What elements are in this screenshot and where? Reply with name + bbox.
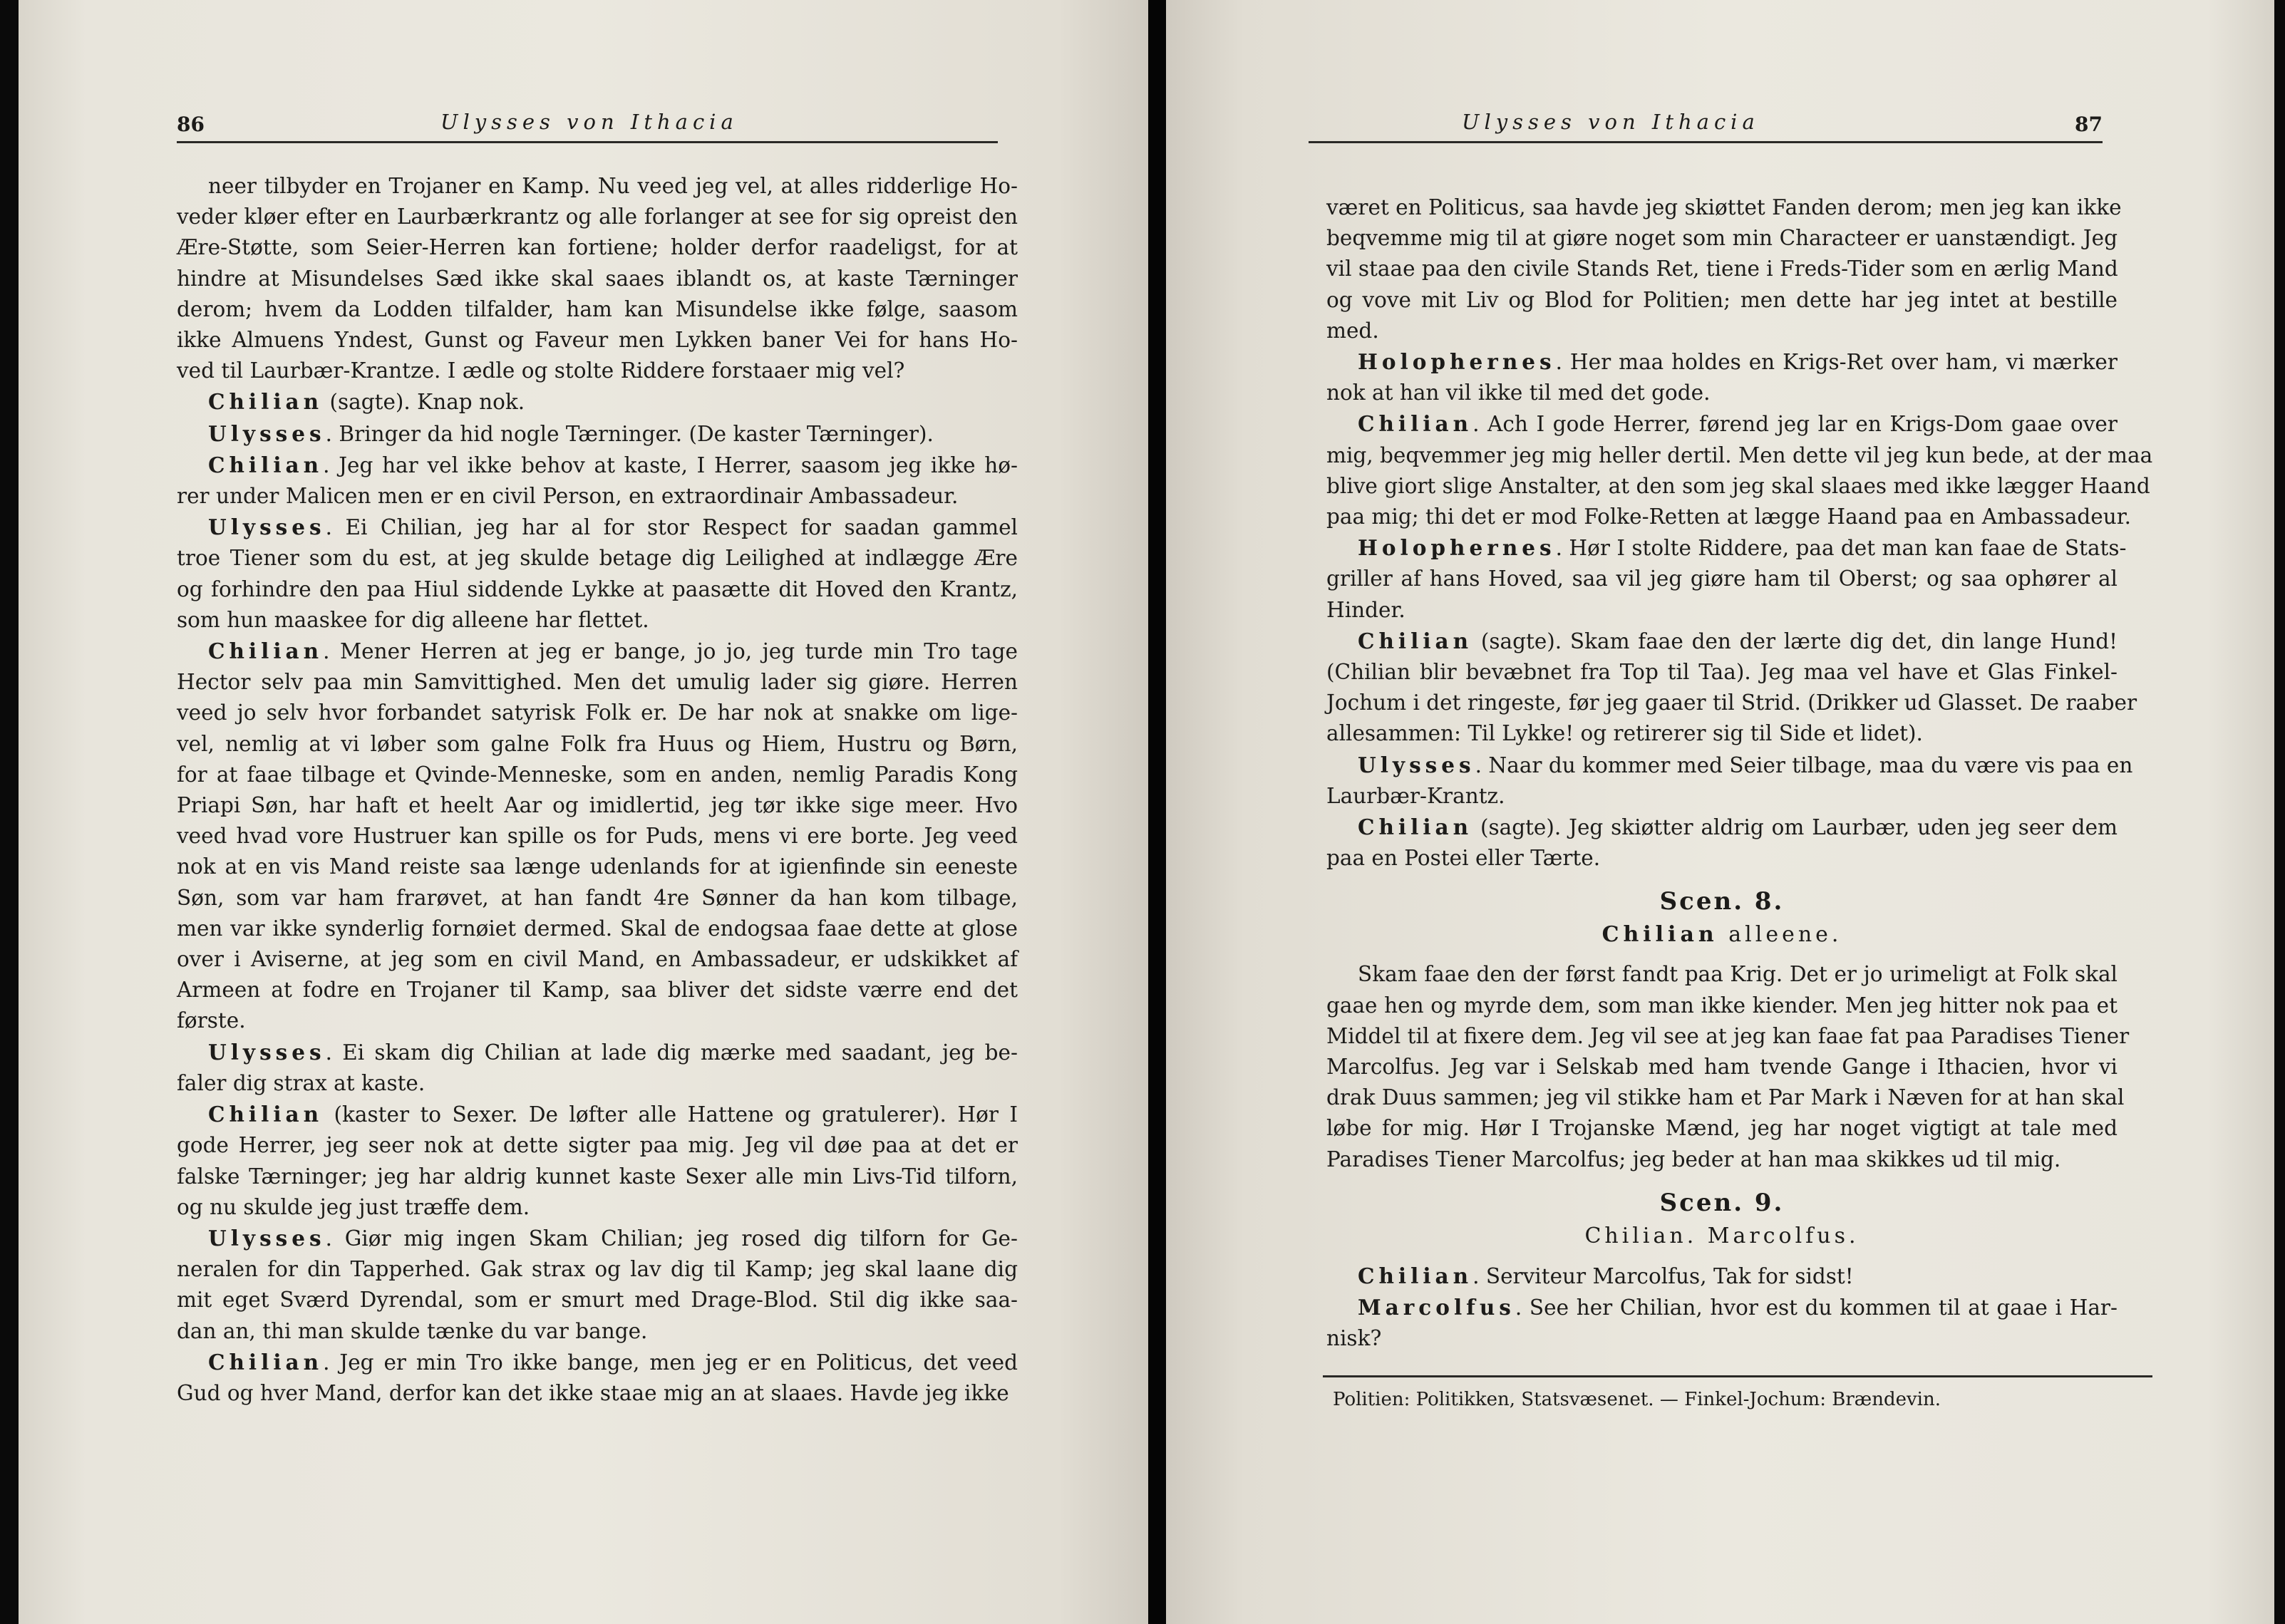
text-line (177, 760, 1018, 790)
line-text: (Chilian blir bevæbnet fra Top til Taa). Jeg maa vel have et Glas Finkel- (1326, 660, 2118, 685)
scene-8-subtitle-rest: alleene. (1718, 922, 1842, 948)
line-text: rer under Malicen men er en civil Person, en extraordinair Ambassadeur. (177, 484, 959, 509)
text-line (1326, 750, 2133, 781)
text-line (177, 171, 1018, 202)
speaker-name: Ulysses (208, 1039, 326, 1065)
line-text: og vove mit Liv og Blod for Politien; men dette har jeg intet at bestille (1326, 287, 2118, 312)
paragraph (1326, 1292, 2118, 1354)
speaker-name: Chilian (208, 1102, 324, 1127)
text-line (177, 264, 1018, 294)
line-text: veed hvad vore Hustruer kan spille os for Puds, mens vi ere borte. Jeg veed (177, 824, 1018, 849)
text-line (177, 1005, 1018, 1036)
text-line (1326, 1052, 2118, 1082)
text-line (177, 543, 1018, 574)
right-page-header (1309, 108, 2103, 143)
scene-8-text (1326, 959, 2130, 1174)
speaker-name: Chilian (1358, 1263, 1473, 1288)
speaker-name: Chilian (208, 1349, 324, 1375)
line-text: (kaster to Sexer. De løfter alle Hattene og gratulerer). Hør I (323, 1102, 1018, 1127)
line-text: . Ei skam dig Chilian at lade dig mærke med saadant, jeg be- (325, 1040, 1018, 1065)
speaker-name: Ulysses (1358, 752, 1475, 777)
paragraph (177, 1099, 1018, 1223)
right-page-body (1326, 192, 2153, 1355)
paragraph (1326, 750, 2133, 812)
scene-9-subtitle: Chilian. Marcolfus. (1584, 1223, 1860, 1248)
text-line (1326, 564, 2118, 594)
text-line (1326, 812, 2118, 843)
paragraph (177, 1037, 1018, 1099)
text-line (177, 605, 1018, 636)
line-text: vil staae paa den civile Stands Ret, tiene i Freds-Tider som en ærlig Mand (1326, 257, 2118, 281)
line-text: veder kløer efter en Laurbærkrantz og alle forlanger at see for sig opreist den (177, 205, 1018, 229)
line-text: . Bringer da hid nogle Tærninger. (De kaster Tærninger). (325, 421, 934, 446)
text-line (177, 232, 1018, 263)
line-text: veed jo selv hvor forbandet satyrisk Folk er. De har nok at snakke om lige- (177, 700, 1018, 725)
text-line (1326, 991, 2118, 1021)
paragraph (177, 171, 1018, 386)
text-line (177, 1378, 1018, 1409)
left-page-header (177, 108, 998, 143)
text-line (1326, 595, 2118, 626)
text-line (1326, 192, 2122, 223)
text-line (1326, 346, 2118, 378)
text-line (1326, 1261, 2118, 1292)
scene-9-title: Scen. 9. (1659, 1188, 1785, 1217)
line-text: Jochum i det ringeste, før jeg gaaer til Strid. (Drikker ud Glasset. De raaber (1326, 691, 2137, 715)
line-text: vel, nemlig at vi løber som galne Folk fra Huus og Hiem, Hustru og Børn, (177, 731, 1018, 756)
text-line (177, 636, 1018, 667)
text-line (177, 512, 1018, 543)
line-text: Laurbær-Krantz. (1326, 783, 1505, 808)
line-text: ikke Almuens Yndest, Gunst og Faveur men Lykken baner Vei for hans Ho- (177, 328, 1018, 353)
paragraph (1326, 812, 2118, 874)
line-text: derom; hvem da Lodden tilfalder, ham kan Misundelse ikke følge, saasom (177, 296, 1018, 321)
line-text: for at faae tilbage et Qvinde-Menneske, som en anden, nemlig Paradis Kong (177, 762, 1018, 787)
line-text: Paradises Tiener Marcolfus; jeg beder at han maa skikkes ud til mig. (1326, 1147, 2061, 1172)
text-line (1326, 223, 2118, 254)
paragraph (177, 1223, 1018, 1347)
speaker-name: Ulysses (208, 1225, 326, 1251)
line-text: hindre at Misundelses Sæd ikke skal saaes iblandt os, at kaste Tærninger (177, 266, 1018, 291)
running-title: Ulysses von Ithacia (440, 110, 738, 134)
text-line (177, 1099, 1018, 1130)
line-text: Ære-Støtte, som Seier-Herren kan fortiene; holder derfor raadeligst, for at (177, 235, 1018, 260)
speaker-name: Chilian (1358, 628, 1473, 653)
text-line (1326, 843, 2118, 874)
speaker-name: Chilian (208, 452, 324, 477)
dialogue-block (1326, 192, 2153, 874)
line-text: griller af hans Hoved, saa vil jeg giøre ham til Oberst; og saa ophører al (1326, 567, 2118, 591)
line-text: ved til Laurbær-Krantze. I ædle og stolte Riddere forstaaer mig vel? (177, 358, 905, 383)
text-line (1326, 471, 2150, 502)
scene-8-subtitle (1326, 919, 2118, 951)
line-text: Middel til at fixere dem. Jeg vil see at jeg kan faae fat paa Paradises Tiener (1326, 1023, 2130, 1048)
line-text: Gud og hver Mand, derfor kan det ikke staae mig an at slaaes. Havde jeg ikke (177, 1380, 1009, 1405)
paragraph (1326, 408, 2153, 532)
text-line (177, 1316, 1018, 1347)
paragraph (177, 418, 1018, 450)
text-line (177, 883, 1018, 914)
page-number: 87 (2075, 113, 2103, 136)
paragraph (177, 1347, 1018, 1409)
line-text: . Hør I stolte Riddere, paa det man kan faae de Stats- (1555, 536, 2127, 561)
speaker-name: Holophernes (1358, 349, 1556, 375)
speaker-name: Chilian (208, 638, 324, 664)
text-line (177, 1285, 1018, 1315)
line-text: falske Tærninger; jeg har aldrig kunnet kaste Sexer alle min Livs-Tid tilforn, (177, 1164, 1018, 1189)
text-line (1326, 781, 2118, 812)
line-text: beqvemme mig til at giøre noget som min Characteer er uanstændigt. Jeg (1326, 226, 2118, 251)
text-line (1326, 378, 2118, 408)
line-text: faler dig strax at kaste. (177, 1070, 425, 1095)
line-text: neralen for din Tapperhed. Gak strax og lav dig til Kamp; jeg skal laane dig (177, 1257, 1018, 1282)
text-line (177, 975, 1018, 1005)
line-text: og nu skulde jeg just træffe dem. (177, 1194, 530, 1219)
text-line (177, 790, 1018, 821)
line-text: (sagte). Jeg skiøtter aldrig om Laurbær, uden jeg seer dem (1472, 815, 2118, 840)
line-text: første. (177, 1008, 246, 1033)
line-text: paa en Postei eller Tærte. (1326, 846, 1601, 871)
line-text: nok at en vis Mand reiste saa længe udenlands for at igienfinde sin eeneste (177, 854, 1018, 879)
line-text: nok at han vil ikke til med det gode. (1326, 381, 1711, 405)
paragraph (177, 636, 1018, 1037)
text-line (177, 729, 1018, 760)
line-text: dan an, thi man skulde tænke du var bange. (177, 1318, 648, 1343)
text-line (1326, 1144, 2118, 1175)
line-text: gaae hen og myrde dem, som man ikke kiender. Men jeg hitter nok paa et (1326, 993, 2118, 1018)
line-text: blive giort slige Anstalter, at den som jeg skal slaaes med ikke lægger Haand (1326, 473, 2150, 498)
right-page (1166, 0, 2274, 1624)
line-text: . Jeg er min Tro ikke bange, men jeg er en Politicus, det veed (323, 1350, 1018, 1375)
text-line (1326, 285, 2118, 316)
left-page-body (177, 171, 1018, 1409)
text-line (1326, 502, 2131, 532)
paragraph (1326, 346, 2118, 408)
text-line (177, 1192, 1018, 1223)
line-text: mit eget Sværd Dyrendal, som er smurt med Drage-Blod. Stil dig ikke saa- (177, 1288, 1018, 1313)
text-line (177, 1254, 1018, 1285)
line-text: gode Herrer, jeg seer nok at dette sigter paa mig. Jeg vil døe paa at det er (177, 1133, 1018, 1158)
text-line (177, 698, 1018, 728)
text-line (177, 202, 1018, 232)
text-line (1326, 440, 2153, 471)
text-line (177, 450, 1018, 481)
text-line (1326, 1021, 2130, 1052)
text-line (177, 481, 1018, 512)
page-number: 86 (177, 113, 205, 136)
line-text: Hinder. (1326, 597, 1405, 622)
line-text: Armeen at fodre en Trojaner til Kamp, saa bliver det sidste værre end det (177, 978, 1018, 1003)
text-line (1326, 1113, 2118, 1144)
line-text: paa mig; thi det er mod Folke-Retten at lægge Haand paa en Ambassadeur. (1326, 505, 2131, 529)
line-text: (sagte). Skam faae den der lærte dig det, din lange Hund! (1472, 629, 2118, 653)
line-text: nisk? (1326, 1326, 1382, 1351)
paragraph (1326, 1261, 2118, 1292)
paragraph (177, 512, 1018, 636)
line-text: . Giør mig ingen Skam Chilian; jeg rosed dig tilforn for Ge- (325, 1226, 1018, 1251)
line-text: troe Tiener som du est, at jeg skulde betage dig Leilighed at indlægge Ære (177, 546, 1018, 571)
text-line (177, 1223, 1018, 1254)
paragraph (177, 450, 1018, 512)
line-text: Priapi Søn, har haft et heelt Aar og imidlertid, jeg tør ikke sige meer. Hvo (177, 793, 1018, 818)
line-text: over i Aviserne, at jeg som en civil Mand, en Ambassadeur, er udskikket af (177, 947, 1018, 972)
line-text: . Her maa holdes en Krigs-Ret over ham, vi mærker (1555, 350, 2118, 375)
paragraph (1326, 626, 2137, 750)
text-line (177, 294, 1018, 325)
text-line (177, 944, 1018, 975)
line-text: . Jeg har vel ikke behov at kaste, I Herrer, saasom jeg ikke hø- (323, 452, 1018, 477)
paragraph (177, 386, 1018, 418)
line-text: Skam faae den der først fandt paa Krig. Det er jo urimeligt at Folk skal (1358, 962, 2118, 987)
paragraph (1326, 532, 2127, 626)
text-line (177, 418, 1018, 450)
line-text: som hun maaskee for dig alleene har flettet. (177, 607, 649, 632)
line-text: med. (1326, 318, 1379, 343)
paragraph (1326, 959, 2130, 1174)
footnote: Politien: Politikken, Statsvæsenet. — Finkel-Jochum: Brændevin. (1323, 1375, 2152, 1412)
line-text: allesammen: Til Lykke! og retirerer sig til Side et lidet). (1326, 721, 1923, 746)
speaker-name: Chilian (1358, 814, 1473, 840)
line-text: neer tilbyder en Trojaner en Kamp. Nu veed jeg vel, at alles ridderlige Ho- (208, 174, 1018, 198)
line-text: . Serviteur Marcolfus, Tak for sidst! (1472, 1263, 1854, 1288)
book-gutter (1148, 0, 1166, 1624)
text-line (1326, 316, 2118, 346)
left-page (19, 0, 1148, 1624)
text-line (1326, 408, 2118, 440)
text-line (1326, 1292, 2118, 1323)
speaker-name: Ulysses (208, 420, 326, 446)
text-line (177, 914, 1018, 944)
text-line (1326, 1323, 2118, 1354)
line-text: . Ach I gode Herrer, førend jeg lar en Krigs-Dom gaae over (1472, 412, 2118, 437)
line-text: været en Politicus, saa havde jeg skiøttet Fanden derom; men jeg kan ikke (1326, 195, 2122, 219)
text-line (177, 852, 1018, 882)
text-line (1326, 626, 2118, 657)
running-title: Ulysses von Ithacia (1462, 110, 1760, 134)
paragraph (1326, 192, 2122, 346)
text-line (177, 325, 1018, 356)
text-line (1326, 254, 2118, 284)
text-line (177, 356, 1018, 386)
text-line (177, 667, 1018, 698)
speaker-name: Holophernes (1358, 535, 1556, 561)
text-line (1326, 718, 2118, 749)
line-text: løbe for mig. Hør I Trojanske Mænd, jeg har noget vigtigt at tale med (1326, 1116, 2118, 1141)
line-text: drak Duus sammen; jeg vil stikke ham et Par Mark i Næven for at han skal (1326, 1085, 2125, 1110)
speaker-name: Chilian (208, 389, 324, 415)
line-text: men var ikke synderlig fornøiet dermed. Skal de endogsaa faae dette at glose (177, 916, 1018, 941)
text-line (1326, 688, 2137, 718)
speaker-name: Chilian (1358, 411, 1473, 437)
text-line (1326, 1082, 2125, 1113)
speaker-name: Marcolfus (1358, 1295, 1515, 1320)
speaker-name: Chilian (1601, 922, 1718, 948)
line-text: Hector selv paa min Samvittighed. Men det umulig lader sig giøre. Herren (177, 670, 1018, 695)
line-text: . Ei Chilian, jeg har al for stor Respect for saadan gammel (325, 515, 1018, 540)
scene-8-title: Scen. 8. (1659, 887, 1785, 916)
text-line (177, 1347, 1018, 1378)
line-text: og forhindre den paa Hiul siddende Lykke at paasætte dit Hoved den Krantz, (177, 576, 1018, 601)
scene-9-text (1326, 1261, 2118, 1355)
text-line (177, 1130, 1018, 1161)
line-text: . See her Chilian, hvor est du kommen til at gaae i Har- (1515, 1295, 2118, 1320)
text-line (1326, 657, 2118, 688)
text-line (1326, 959, 2118, 990)
line-text: . Mener Herren at jeg er bange, jo jo, jeg turde min Tro tage (323, 639, 1018, 664)
text-line (177, 1162, 1018, 1192)
speaker-name: Ulysses (208, 514, 326, 540)
line-text: mig, beqvemmer jeg mig heller dertil. Men dette vil jeg kun bede, at der maa (1326, 443, 2153, 467)
line-text: Søn, som var ham frarøvet, at han fandt 4re Sønner da han kom tilbage, (177, 885, 1018, 910)
line-text: (sagte). Knap nok. (323, 390, 525, 415)
text-line (1326, 532, 2127, 564)
text-line (177, 1068, 1018, 1099)
line-text: . Naar du kommer med Seier tilbage, maa du være vis paa en (1475, 752, 2133, 777)
line-text: Marcolfus. Jeg var i Selskab med ham tvende Gange i Ithacien, hvor vi (1326, 1055, 2118, 1080)
text-line (177, 574, 1018, 605)
text-line (177, 1037, 1018, 1068)
text-line (177, 386, 1018, 418)
text-line (177, 821, 1018, 852)
